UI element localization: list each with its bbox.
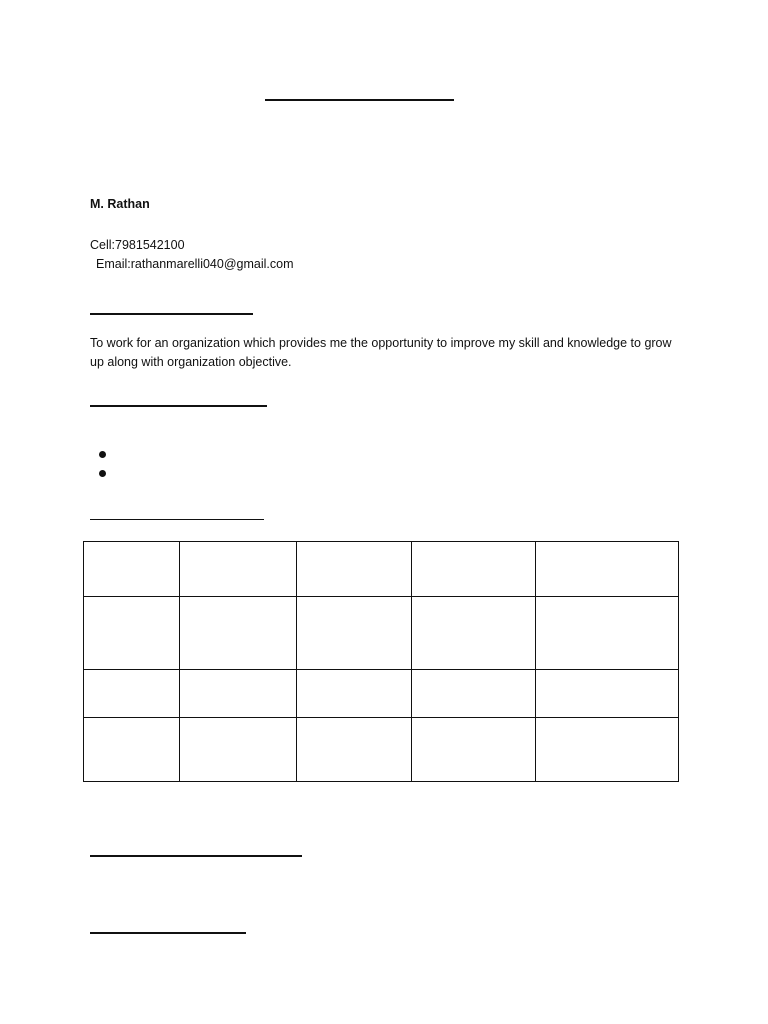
education-table xyxy=(83,541,679,782)
table-cell xyxy=(180,597,297,670)
objective-heading-rule xyxy=(90,313,253,315)
title-heading-rule xyxy=(265,99,454,101)
table-cell xyxy=(84,670,180,718)
email-address: Email:rathanmarelli040@gmail.com xyxy=(96,257,294,271)
table-cell xyxy=(536,597,679,670)
table-row xyxy=(84,718,679,782)
education-heading-rule xyxy=(90,519,264,520)
table-row xyxy=(84,670,679,718)
table-cell xyxy=(297,718,412,782)
table-cell xyxy=(536,542,679,597)
cell-number: Cell:7981542100 xyxy=(90,238,185,252)
candidate-name: M. Rathan xyxy=(90,197,150,211)
section-heading-rule-1 xyxy=(90,855,302,857)
table-cell xyxy=(297,542,412,597)
table-cell xyxy=(412,670,536,718)
table-cell xyxy=(180,542,297,597)
table-cell xyxy=(84,718,180,782)
table-cell xyxy=(536,718,679,782)
skills-bullet-2 xyxy=(99,470,106,477)
table-cell xyxy=(84,542,180,597)
skills-bullet-1 xyxy=(99,451,106,458)
table-cell xyxy=(180,718,297,782)
table-cell xyxy=(84,597,180,670)
section-heading-rule-2 xyxy=(90,932,246,934)
table-cell xyxy=(180,670,297,718)
table-cell xyxy=(297,670,412,718)
skills-heading-rule xyxy=(90,405,267,407)
table-cell xyxy=(412,718,536,782)
table-row xyxy=(84,542,679,597)
objective-text: To work for an organization which provides me the opportunity to improve my skill and knowledge to grow up along with organization objective. xyxy=(90,336,672,369)
table-row xyxy=(84,597,679,670)
table-cell xyxy=(536,670,679,718)
table-cell xyxy=(297,597,412,670)
table-cell xyxy=(412,597,536,670)
table-cell xyxy=(412,542,536,597)
